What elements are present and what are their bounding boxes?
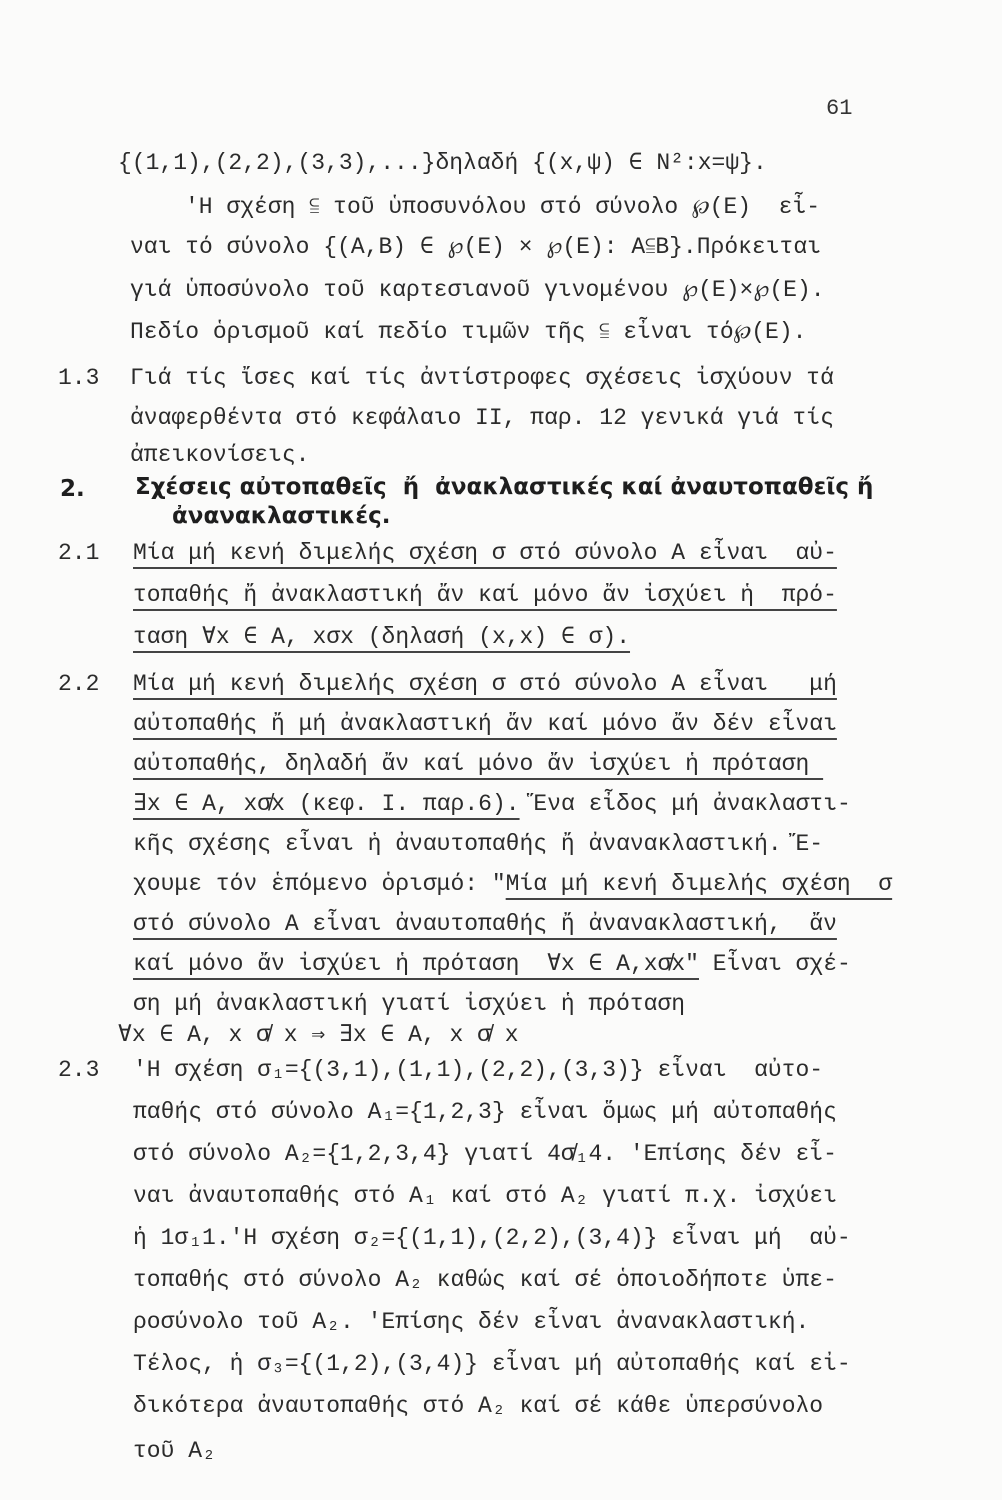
text-line bbox=[133, 989, 685, 1019]
text-segment: ἀναφερθέντα στό κεφάλαιο II, παρ. 12 γενικά γιά τίς bbox=[130, 405, 834, 431]
text-segment: Ἕνα εἶδος μή ἀνακλαστι- bbox=[519, 791, 851, 817]
text-segment: ἡ 1σ₁1.'Η σχέση σ₂={(1,1),(2,2),(3,4)} εἶναι μή αὐ- bbox=[133, 1225, 851, 1251]
text-line bbox=[133, 869, 892, 899]
text-line bbox=[133, 709, 837, 739]
text-segment: Εἶναι σχέ- bbox=[698, 951, 851, 977]
text-line bbox=[133, 1139, 837, 1169]
text-segment: τοπαθής στό σύνολο A₂ καθώς καί σέ ὁποιοδήποτε ὑπε- bbox=[133, 1267, 837, 1293]
text-line bbox=[133, 829, 823, 859]
text-segment: ναι ἀναυτοπαθής στό A₁ καί στό A₂ γιατί π.χ. ἰσχύει bbox=[133, 1183, 837, 1209]
text-line bbox=[133, 538, 837, 568]
text-line bbox=[118, 1020, 519, 1050]
section-heading-line1: Σχέσεις αὐτοπαθεῖς ἤ ἀνακλαστικές καί ἀναυτοπαθεῖς ἤ bbox=[135, 474, 874, 500]
section-heading-line2: ἀνανακλαστικές. bbox=[172, 503, 391, 529]
text-segment: ∀x ∈ A, x σ̸ x ⇒ ∃x ∈ A, x σ̸ x bbox=[118, 1022, 519, 1048]
text-line bbox=[130, 275, 825, 305]
text-segment: Γιά τίς ἴσες καί τίς ἀντίστροφες σχέσεις ἰσχύουν τά bbox=[130, 365, 834, 391]
underlined-text: Μία μή κενή διμελής σχέση σ bbox=[505, 871, 893, 897]
text-line bbox=[185, 192, 820, 222]
text-segment: ναι τό σύνολο {(Α,Β) ∈ ℘(Ε) × ℘(Ε): Α⫅Β}.Πρόκειται bbox=[130, 234, 821, 260]
text-line bbox=[133, 1391, 823, 1421]
text-segment: 'Η σχέση ⫅ τοῦ ὑποσυνόλου στό σύνολο ℘(Ε) εἶ- bbox=[185, 194, 821, 220]
text-line bbox=[133, 789, 851, 819]
text-line bbox=[133, 749, 823, 779]
underlined-text: αὐτοπαθής ἤ μή ἀνακλαστική ἄν καί μόνο ἄν δέν εἶναι bbox=[133, 711, 837, 737]
text-line bbox=[133, 1223, 851, 1253]
text-line bbox=[133, 1097, 837, 1127]
text-segment: δικότερα ἀναυτοπαθής στό A₂ καί σέ κάθε ὑπερσύνολο bbox=[133, 1393, 824, 1419]
text-line bbox=[133, 1055, 823, 1085]
text-line bbox=[133, 580, 837, 610]
text-line bbox=[133, 949, 851, 979]
text-line bbox=[133, 1181, 837, 1211]
text-line bbox=[133, 1307, 809, 1337]
underlined-text: αὐτοπαθής, δηλαδή ἄν καί μόνο ἄν ἰσχύει ἡ πρόταση bbox=[133, 751, 824, 777]
text-segment: τοῦ A₂ bbox=[133, 1438, 216, 1464]
section-label-2-2: 2.2 bbox=[58, 671, 100, 697]
underlined-text: Μία μή κενή διμελής σχέση σ στό σύνολο Α εἶναι μή bbox=[133, 671, 837, 697]
text-line bbox=[118, 148, 767, 178]
underlined-text: καί μόνο ἄν ἰσχύει ἡ πρόταση ∀x ∈ A,xσ̸x" bbox=[133, 951, 699, 977]
text-line bbox=[133, 1265, 837, 1295]
text-segment: 'Η σχέση σ₁={(3,1),(1,1),(2,2),(3,3)} εἶναι αὐτο- bbox=[133, 1057, 824, 1083]
text-line bbox=[133, 909, 837, 939]
text-line bbox=[133, 669, 837, 699]
text-segment: στό σύνολο A₂={1,2,3,4} γιατί 4σ̸₁4. 'Επίσης δέν εἶ- bbox=[133, 1141, 837, 1167]
text-line bbox=[130, 403, 834, 433]
text-segment: ροσύνολο τοῦ A₂. 'Επίσης δέν εἶναι ἀνανακλαστική. bbox=[133, 1309, 810, 1335]
section-label-1-3: 1.3 bbox=[58, 365, 100, 391]
section-label-2-1: 2.1 bbox=[58, 540, 100, 566]
underlined-text: στό σύνολο Α εἶναι ἀναυτοπαθής ἤ ἀνανακλαστική, ἄν bbox=[133, 911, 837, 937]
text-line bbox=[130, 440, 309, 470]
text-line bbox=[130, 317, 806, 347]
text-segment: Πεδίο ὁρισμοῦ καί πεδίο τιμῶν τῆς ⫅ εἶναι τό℘(Ε). bbox=[130, 319, 807, 345]
underlined-text: ∃x ∈ A, xσ̸x (κεφ. Ι. παρ.6). bbox=[133, 791, 520, 817]
section-label-2-3: 2.3 bbox=[58, 1057, 100, 1083]
text-segment: ση μή ἀνακλαστική γιατί ἰσχύει ἡ πρόταση bbox=[133, 991, 686, 1017]
underlined-text: τοπαθής ἤ ἀνακλαστική ἄν καί μόνο ἄν ἰσχύει ἡ πρό- bbox=[133, 582, 837, 608]
text-segment: χουμε τόν ἑπόμενο ὁρισμό: " bbox=[133, 871, 506, 897]
text-line bbox=[130, 363, 834, 393]
text-segment: γιά ὑποσύνολο τοῦ καρτεσιανοῦ γινομένου ℘(Ε)×℘(Ε). bbox=[130, 277, 825, 303]
section-number-2: 2. bbox=[60, 476, 85, 502]
underlined-text: Μία μή κενή διμελής σχέση σ στό σύνολο Α εἶναι αὐ- bbox=[133, 540, 837, 566]
text-segment: Τέλος, ἡ σ₃={(1,2),(3,4)} εἶναι μή αὐτοπαθής καί εἰ- bbox=[133, 1351, 851, 1377]
page-number: 61 bbox=[826, 96, 853, 121]
text-line bbox=[133, 1349, 851, 1379]
underlined-text: ταση ∀x ∈ A, xσx (δηλασή (x,x) ∈ σ). bbox=[133, 624, 631, 650]
text-segment: ἀπεικονίσεις. bbox=[130, 442, 310, 468]
text-line bbox=[133, 622, 630, 652]
text-line bbox=[130, 232, 821, 262]
text-segment: {(1,1),(2,2),(3,3),...}δηλαδή {(x,ψ) ∈ N²:x=ψ}. bbox=[118, 150, 767, 176]
text-line bbox=[133, 1436, 216, 1466]
text-segment: παθής στό σύνολο A₁={1,2,3} εἶναι ὅμως μή αὐτοπαθής bbox=[133, 1099, 837, 1125]
text-segment: κῆς σχέσης εἶναι ἡ ἀναυτοπαθής ἤ ἀνανακλαστική. Ἔ- bbox=[133, 831, 824, 857]
